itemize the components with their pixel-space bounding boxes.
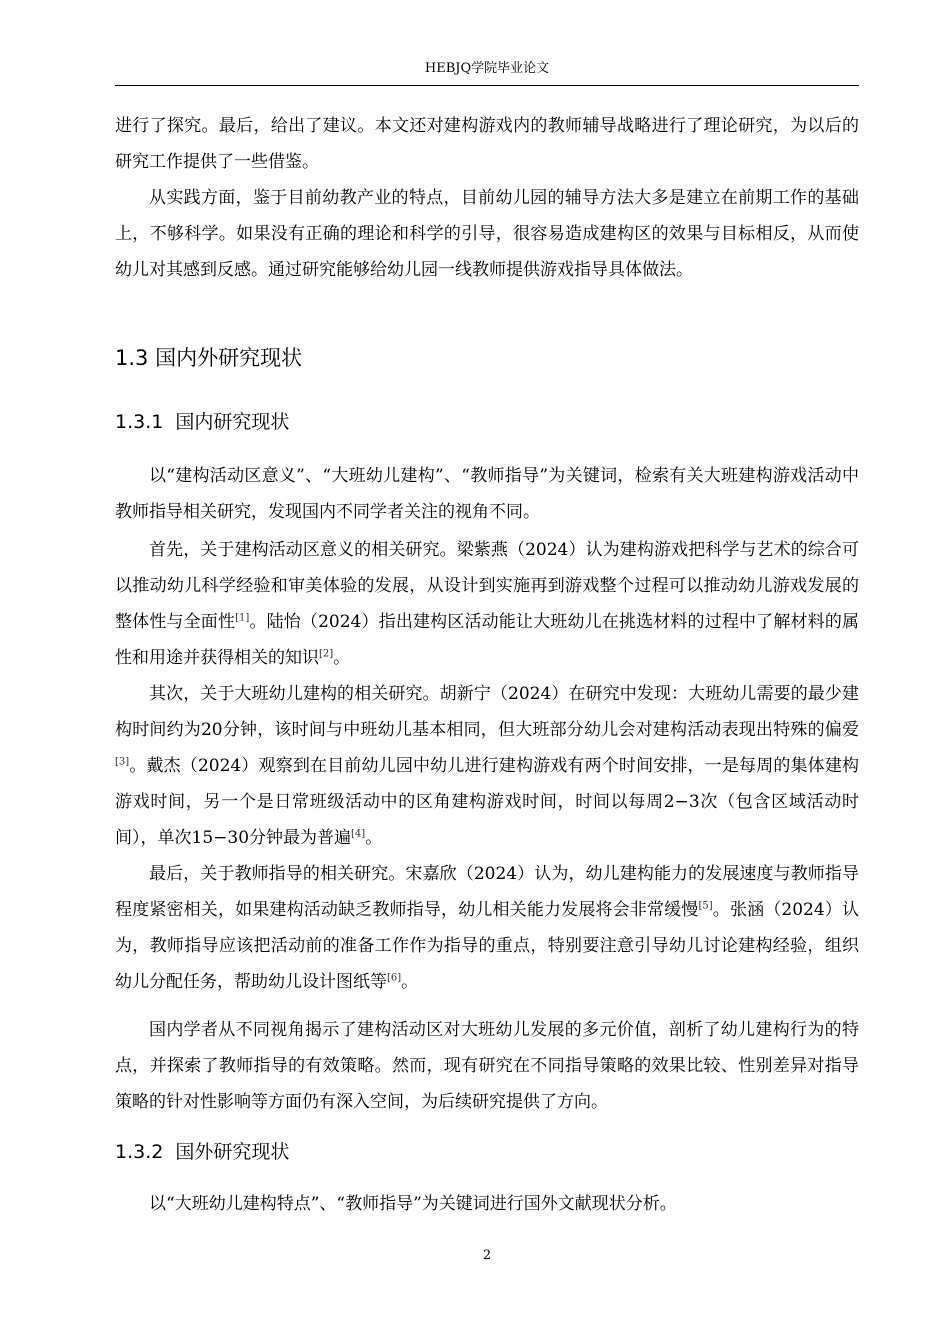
citation-ref: [4]: [351, 828, 366, 840]
paragraph-text: 其次，关于大班幼儿建构的相关研究。胡新宁（2024）在研究中发现：大班幼儿需要的最少建构时间约为20分钟，该时间与中班幼儿基本相同，但大班部分幼儿会对建构活动表现出特殊的偏爱: [115, 684, 859, 740]
paragraph-second: [115, 676, 859, 856]
paragraph-text: 。陆怡（2024）指出建构区活动能让大班幼儿在挑选材料的过程中了解材料的属性和用途并获得相关的知识: [115, 612, 860, 668]
paragraph-text: 。戴杰（2024）观察到在目前幼儿园中幼儿进行建构游戏有两个时间安排，一是每周的集体建构游戏时间，另一个是日常班级活动中的区角建构游戏时间，时间以每周2−3次（包含区域活动时间），单次15−30分钟最为普遍: [115, 756, 859, 848]
section-heading-1-3-2: [115, 1138, 289, 1166]
paragraph-text: 。张涵（2024）认为，教师指导应该把活动前的准备工作作为指导的重点，特别要注意引导幼儿讨论建构经验，组织幼儿分配任务，帮助幼儿设计图纸等: [115, 900, 860, 992]
paragraph-keywords-domestic: 以“建构活动区意义”、“大班幼儿建构”、“教师指导”为关键词，检索有关大班建构游戏活动中教师指导相关研究，发现国内不同学者关注的视角不同。: [115, 466, 859, 522]
section-heading-1-3: 1.3 国内外研究现状: [115, 346, 303, 370]
citation-ref: [6]: [387, 972, 402, 984]
paragraph-keywords-foreign: 以“大班幼儿建构特点”、“教师指导”为关键词进行国外文献现状分析。: [149, 1194, 677, 1214]
citation-ref: [1]: [235, 612, 250, 624]
section-title: 国内研究现状: [175, 411, 290, 433]
paragraph-text: 首先，关于建构活动区意义的相关研究。梁紫燕（2024）认为建构游戏把科学与艺术的综合可以推动幼儿科学经验和审美体验的发展，从设计到实施再到游戏整个过程可以推动幼儿游戏发展的整体性与全面性: [115, 540, 859, 632]
paragraph-practice: 从实践方面，鉴于目前幼教产业的特点，目前幼儿园的辅导方法大多是建立在前期工作的基础上，不够科学。如果没有正确的理论和科学的引导，很容易造成建构区的效果与目标相反，从而使幼儿对其感到反感。通过研究能够给幼儿园一线教师提供游戏指导具体做法。: [115, 188, 859, 280]
section-title: 国外研究现状: [175, 1141, 290, 1163]
section-heading-1-3-1: [115, 408, 289, 436]
paragraph-summary: 国内学者从不同视角揭示了建构活动区对大班幼儿发展的多元价值，剖析了幼儿建构行为的特点，并探索了教师指导的有效策略。然而，现有研究在不同指导策略的效果比较、性别差异对指导策略的针对性影响等方面仍有深入空间，为后续研究提供了方向。: [115, 1020, 859, 1112]
section-number: 1.3.2: [115, 1141, 164, 1163]
citation-ref: [5]: [698, 900, 713, 912]
paragraph-text: 。: [365, 828, 383, 848]
page-number: 2: [482, 1248, 492, 1263]
header-divider: [115, 85, 859, 86]
running-header: HEBJQ学院毕业论文: [424, 61, 550, 76]
citation-ref: [2]: [319, 648, 334, 660]
paragraph-first: [115, 532, 859, 676]
paragraph-text: 。: [333, 648, 351, 668]
paragraph-text: 最后，关于教师指导的相关研究。宋嘉欣（2024）认为，幼儿建构能力的发展速度与教师指导程度紧密相关，如果建构活动缺乏教师指导，幼儿相关能力发展将会非常缓慢: [115, 864, 859, 920]
paragraph-text: 。: [401, 972, 419, 992]
paragraph-intro-continued: 进行了探究。最后，给出了建议。本文还对建构游戏内的教师辅导战略进行了理论研究，为以后的研究工作提供了一些借鉴。: [115, 116, 859, 172]
citation-ref: [3]: [115, 756, 130, 768]
section-number: 1.3.1: [115, 411, 164, 433]
paragraph-last: [115, 856, 859, 1000]
